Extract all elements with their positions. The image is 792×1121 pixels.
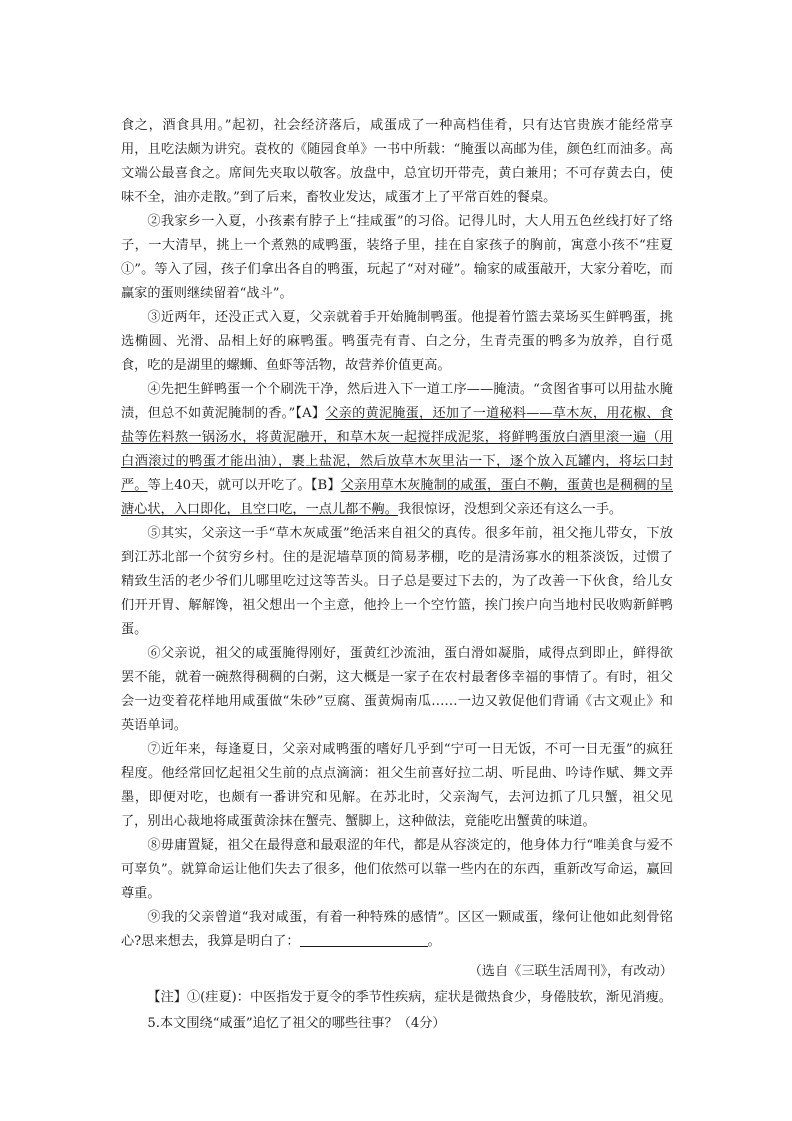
source-citation: （选自《三联生活周刊》，有改动） <box>468 964 673 979</box>
paragraph-4 <box>121 378 673 522</box>
paragraph-4-middle: 等上40天，就可以开吃了。 <box>147 478 311 493</box>
paragraph-9-text: ⑨我的父亲曾道“我对咸蛋，有着一种特殊的感情”。区区一颗咸蛋，缘何让他如此刻骨铭心?思来想去，我算是明白了： <box>121 910 673 949</box>
paragraph-2: ②我家乡一入夏，小孩素有脖子上“挂咸蛋”的习俗。记得儿时，大人用五色丝线打好了络子，一大清早，挑上一个煮熟的咸鸭蛋，装络子里，挂在自家孩子的胸前，寓意小孩不“疰夏①”。等入了园，孩子们拿出各自的鸭蛋，玩起了“对对碰”。输家的咸蛋敲开，大家分着吃，而赢家的蛋则继续留着“战斗”。 <box>121 214 673 301</box>
article-body <box>121 114 673 1036</box>
underlined-sentence-b: 父亲用草木灰腌制的咸蛋，蛋白不齁，蛋黄也是稠稠的呈溏心状，入口即化，且空口吃，一点儿都不齁。 <box>121 478 674 517</box>
paragraph-8: ⑧毋庸置疑，祖父在最得意和最艰涩的年代，都是从容淡定的，他身体力行“唯美食与爱不可辜负”。就算命运让他们失去了很多，他们依然可以靠一些内在的东西，重新改写命运，赢回尊重。 <box>121 838 673 901</box>
paragraph-5: ⑤其实，父亲这一手“草木灰咸蛋”绝活来自祖父的真传。很多年前，祖父拖儿带女，下放到江苏北部一个贫穷乡村。住的是泥墙草顶的简易茅棚，吃的是清汤寡水的粗茶淡饭，过惯了精致生活的老少爷们儿哪里吃过这等苦头。日子总是要过下去的，为了改善一下伙食，给儿女们开开胃、解解馋，祖父想出一个主意，他拎上一个空竹篮，挨门挨户向当地村民收购新鲜鸭蛋。 <box>121 526 673 637</box>
paragraph-4-intro: ④先把生鲜鸭蛋一个个刷洗干净，然后进入下一道工序——腌渍。“贪图省事可以用盐水腌渍，但总不如黄泥腌制的香。” <box>121 382 673 421</box>
marker-a: 【A】 <box>295 406 326 421</box>
question-5: 5.本文围绕“咸蛋”追忆了祖父的哪些往事？（4分） <box>147 1016 446 1031</box>
paragraph-1-continued: 食之，酒食具用。”起初，社会经济落后，咸蛋成了一种高档佳肴，只有达官贵族才能经常享用，且吃法颇为讲究。袁枚的《随园食单》一书中所载：“腌蛋以高邮为佳，颜色红而油多。高文端公最喜食之。席间先夹取以敬客。放盘中，总宜切开带壳，黄白兼用；不可存黄去白，使味不全，油亦走散。”到了后来，畜牧业发达，咸蛋才上了平常百姓的餐桌。 <box>121 118 673 205</box>
paragraph-9-period: 。 <box>427 934 441 949</box>
paragraph-4-end: 我很惊讶，没想到父亲还有这么一手。 <box>397 502 623 517</box>
paragraph-7: ⑦近年来，每逢夏日，父亲对咸鸭蛋的嗜好几乎到“宁可一日无饭，不可一日无蛋”的疯狂程度。他经常回忆起祖父生前的点点滴滴：祖父生前喜好拉二胡、听昆曲、吟诗作赋、舞文弄墨，即便对吃，也颇有一番讲究和见解。在苏北时，父亲淘气，去河边抓了几只蟹，祖父见了，别出心裁地将咸蛋黄涂抹在蟹壳、蟹脚上，这种做法，竟能吃出蟹黄的味道。 <box>121 742 673 829</box>
marker-b: 【B】 <box>310 478 341 493</box>
footnote: 【注】①(疰夏)：中医指发于夏令的季节性疾病，症状是微热食少，身倦肢软，渐见消瘦。 <box>147 990 672 1005</box>
underlined-sentence-a: 父亲的黄泥腌蛋，还加了一道秘料——草木灰，用花椒、食盐等佐料熬一锅汤水，将黄泥融开，和草木灰一起搅拌成泥浆，将鲜鸭蛋放白酒里滚一遍（用白酒滚过的鸭蛋才能出油），裹上盐泥，然后放草木灰里沾一下，逐个放入瓦罐内，将坛口封严。 <box>121 406 673 493</box>
paragraph-9 <box>121 906 673 954</box>
answer-blank[interactable] <box>300 931 428 947</box>
paragraph-3: ③近两年，还没正式入夏，父亲就着手开始腌制鸭蛋。他提着竹篮去菜场买生鲜鸭蛋，挑选椭圆、光滑、品相上好的麻鸭蛋。鸭蛋壳有青、白之分，生青壳蛋的鸭多为放养，自行觅食，吃的是湖里的螺蛳、鱼虾等活物，故营养价值更高。 <box>121 310 673 373</box>
paragraph-6: ⑥父亲说，祖父的咸蛋腌得刚好，蛋黄红沙流油，蛋白滑如凝脂，咸得点到即止，鲜得欲罢不能，就着一碗熬得稠稠的白粥，这大概是一家子在农村最奢侈幸福的事情了。有时，祖父会一边变着花样地用咸蛋做“朱砂”豆腐、蛋黄焗南瓜……一边又敦促他们背诵《古文观止》和英语单词。 <box>121 646 673 733</box>
